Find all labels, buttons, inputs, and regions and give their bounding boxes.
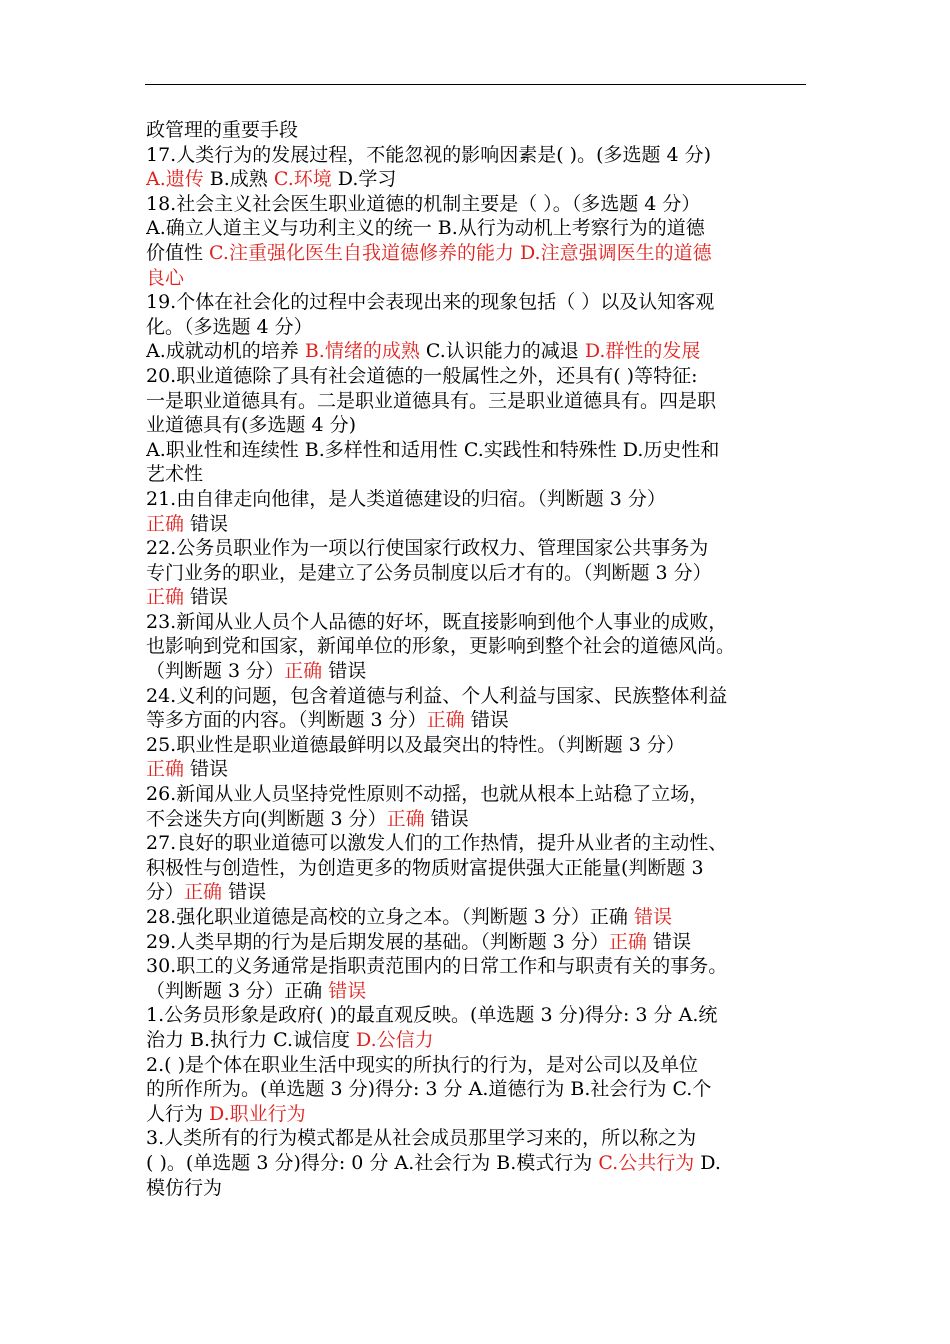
- text-segment: 25.职业性是职业道德最鲜明以及最突出的特性。（判断题 3 分）: [146, 733, 685, 756]
- document-body: [146, 118, 811, 1200]
- text-segment: 错误: [184, 586, 229, 609]
- text-line: [146, 610, 811, 635]
- text-line: [146, 315, 811, 340]
- text-segment: 错误: [464, 709, 509, 732]
- text-segment: 价值性: [146, 241, 210, 264]
- text-line: [146, 684, 811, 709]
- text-segment: 积极性与创造性，为创造更多的物质财富提供强大正能量(判断题 3: [146, 856, 704, 879]
- text-line: [146, 438, 811, 463]
- text-segment: 模仿行为: [146, 1176, 223, 1199]
- text-segment: 业道德具有(多选题 4 分): [146, 414, 356, 437]
- text-segment: D.: [694, 1151, 721, 1174]
- text-line: [146, 880, 811, 905]
- text-segment: 错误: [646, 930, 691, 953]
- text-line: [146, 1053, 811, 1078]
- text-segment: 错误: [184, 758, 229, 781]
- text-line: [146, 1126, 811, 1151]
- answer-text: C.公共行为: [598, 1151, 695, 1174]
- text-line: [146, 561, 811, 586]
- text-segment: D.学习: [331, 168, 397, 191]
- text-line: [146, 905, 811, 930]
- text-segment: B.成熟: [203, 168, 274, 191]
- text-line: [146, 487, 811, 512]
- text-segment: A.成就动机的培养: [146, 340, 305, 363]
- text-line: [146, 979, 811, 1004]
- text-segment: 17.人类行为的发展过程，不能忽视的影响因素是( )。(多选题 4 分): [146, 143, 712, 166]
- text-segment: 错误: [424, 807, 469, 830]
- answer-text: 错误: [328, 979, 367, 1002]
- text-line: [146, 757, 811, 782]
- text-segment: 26.新闻从业人员坚持党性原则不动摇，也就从根本上站稳了立场，: [146, 783, 709, 806]
- text-line: [146, 167, 811, 192]
- text-segment: （判断题 3 分）: [146, 660, 285, 683]
- text-line: [146, 364, 811, 389]
- text-segment: A.职业性和连续性 B.多样性和适用性 C.实践性和特殊性 D.历史性和: [146, 438, 720, 461]
- text-line: [146, 1176, 811, 1201]
- answer-text: C.注重强化医生自我道德修养的能力 D.注意强调医生的道德: [209, 241, 712, 264]
- answer-text: 错误: [633, 906, 672, 928]
- text-line: [146, 954, 811, 979]
- text-segment: 艺术性: [146, 463, 204, 486]
- text-segment: 1.公务员形象是政府( )的最直观反映。(单选题 3 分)得分: 3 分 A.统: [146, 1004, 718, 1027]
- text-segment: 20.职业道德除了具有社会道德的一般属性之外，还具有( )等特征:: [146, 364, 698, 387]
- text-line: [146, 1102, 811, 1127]
- text-segment: 一是职业道德具有。二是职业道德具有。三是职业道德具有。四是职: [146, 389, 717, 412]
- text-segment: 28.强化职业道德是高校的立身之本。（判断题 3 分）正确: [146, 906, 634, 928]
- text-segment: 人行为: [146, 1102, 210, 1125]
- text-line: [146, 143, 811, 168]
- text-line: [146, 807, 811, 832]
- text-line: [146, 462, 811, 487]
- text-line: [146, 266, 811, 291]
- text-line: [146, 339, 811, 364]
- answer-text: 正确: [146, 758, 185, 781]
- answer-text: 正确: [386, 807, 425, 830]
- text-line: [146, 413, 811, 438]
- answer-text: B.情绪的成熟: [304, 340, 420, 363]
- text-line: [146, 708, 811, 733]
- answer-text: D.群性的发展: [584, 340, 701, 363]
- text-segment: 24.义利的问题，包含着道德与利益、个人利益与国家、民族整体利益: [146, 684, 728, 707]
- text-segment: 22.公务员职业作为一项以行使国家行政权力、管理国家公共事务为: [146, 537, 709, 560]
- text-segment: 29.人类早期的行为是后期发展的基础。（判断题 3 分）: [146, 930, 609, 953]
- answer-text: D.职业行为: [209, 1102, 306, 1125]
- text-line: [146, 1028, 811, 1053]
- text-segment: 等多方面的内容。（判断题 3 分）: [146, 709, 427, 732]
- text-segment: 也影响到党和国家，新闻单位的形象，更影响到整个社会的道德风尚。: [146, 635, 736, 658]
- text-line: [146, 536, 811, 561]
- answer-text: 正确: [608, 930, 647, 953]
- text-line: [146, 733, 811, 758]
- text-line: [146, 1003, 811, 1028]
- text-segment: 18.社会主义社会医生职业道德的机制主要是（ ）。（多选题 4 分）: [146, 192, 701, 215]
- text-line: [146, 856, 811, 881]
- text-segment: 27.良好的职业道德可以激发人们的工作热情，提升从业者的主动性、: [146, 832, 728, 855]
- text-line: [146, 241, 811, 266]
- text-line: [146, 585, 811, 610]
- text-line: [146, 1077, 811, 1102]
- text-line: [146, 634, 811, 659]
- text-segment: 分）: [146, 881, 185, 904]
- answer-text: 正确: [284, 660, 323, 683]
- text-segment: 3.人类所有的行为模式都是从社会成员那里学习来的，所以称之为: [146, 1127, 697, 1150]
- text-segment: 不会迷失方向(判断题 3 分）: [146, 807, 387, 830]
- text-line: [146, 659, 811, 684]
- text-line: [146, 1151, 811, 1176]
- text-segment: C.认识能力的减退: [419, 340, 585, 363]
- text-line: [146, 930, 811, 955]
- answer-text: 正确: [426, 709, 465, 732]
- answer-text: 正确: [146, 586, 185, 609]
- text-segment: （判断题 3 分）正确: [146, 979, 329, 1002]
- answer-text: C.环境: [273, 168, 332, 191]
- text-segment: 19.个体在社会化的过程中会表现出来的现象包括（ ）以及认知客观: [146, 291, 715, 314]
- text-line: [146, 831, 811, 856]
- text-segment: ( )。(单选题 3 分)得分: 0 分 A.社会行为 B.模式行为: [146, 1151, 599, 1174]
- text-line: [146, 216, 811, 241]
- text-segment: 2.( )是个体在职业生活中现实的所执行的行为，是对公司以及单位: [146, 1053, 698, 1076]
- header-rule: [145, 84, 806, 85]
- answer-text: D.公信力: [356, 1028, 434, 1051]
- text-segment: 21.由自律走向他律，是人类道德建设的归宿。（判断题 3 分）: [146, 487, 666, 510]
- text-segment: 30.职工的义务通常是指职责范围内的日常工作和与职责有关的事务。: [146, 955, 728, 978]
- text-line: [146, 290, 811, 315]
- text-segment: 治力 B.执行力 C.诚信度: [146, 1028, 357, 1051]
- text-line: [146, 389, 811, 414]
- text-segment: 化。（多选题 4 分）: [146, 315, 313, 338]
- text-segment: 专门业务的职业，是建立了公务员制度以后才有的。（判断题 3 分）: [146, 561, 712, 584]
- text-segment: 错误: [322, 660, 367, 683]
- text-segment: 23.新闻从业人员个人品德的好坏，既直接影响到他个人事业的成败，: [146, 610, 728, 633]
- text-line: [146, 192, 811, 217]
- text-segment: A.确立人道主义与功利主义的统一 B.从行为动机上考察行为的道德: [146, 217, 705, 240]
- text-segment: 错误: [184, 512, 229, 535]
- text-segment: 的所作所为。(单选题 3 分)得分: 3 分 A.道德行为 B.社会行为 C.个: [146, 1078, 712, 1101]
- answer-text: 正确: [184, 881, 223, 904]
- text-line: [146, 512, 811, 537]
- answer-text: 正确: [146, 512, 185, 535]
- text-line: [146, 118, 811, 143]
- text-segment: 政管理的重要手段: [146, 119, 299, 141]
- answer-text: A.遗传: [146, 168, 204, 191]
- answer-text: 良心: [146, 266, 185, 289]
- text-segment: 错误: [222, 881, 267, 904]
- text-line: [146, 782, 811, 807]
